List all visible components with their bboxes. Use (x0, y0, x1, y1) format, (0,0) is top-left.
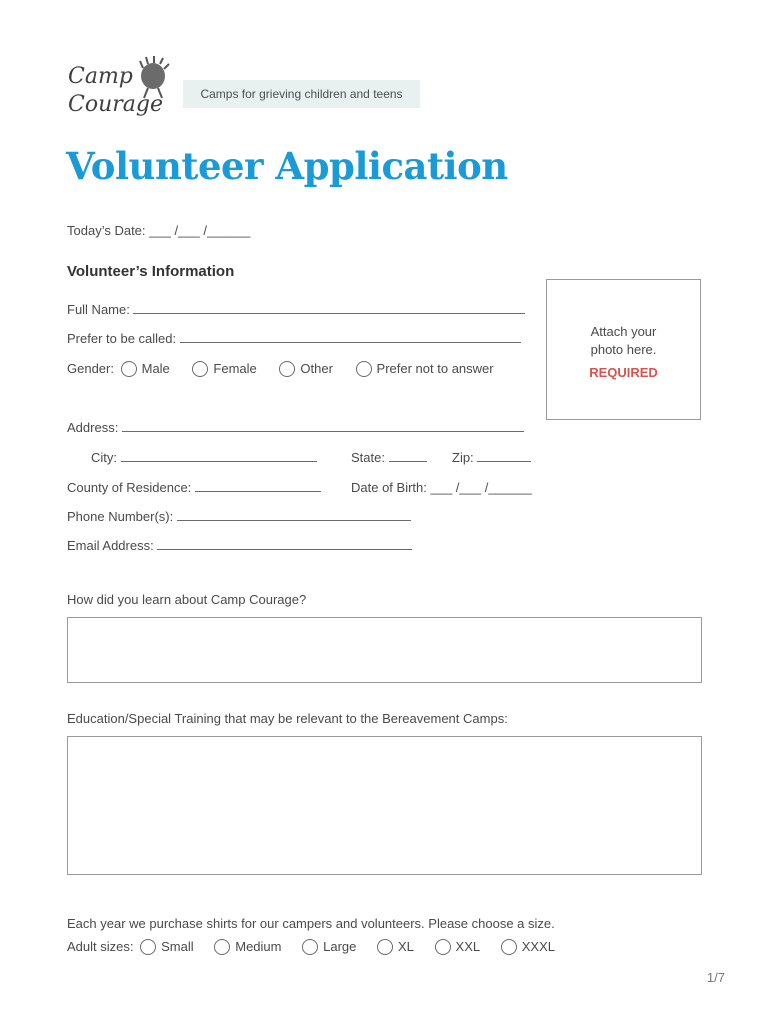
size-xxxl-radio[interactable] (501, 939, 517, 955)
volunteer-info-heading: Volunteer’s Information (67, 263, 235, 280)
phone-label: Phone Number(s): (67, 509, 174, 524)
gender-row (67, 360, 494, 377)
size-xxl-radio[interactable] (435, 939, 451, 955)
logo-hedgehog-icon (134, 56, 172, 100)
phone-field[interactable] (177, 509, 411, 521)
photo-attach-text: Attach your photo here. (590, 324, 657, 357)
todays-date-field[interactable]: ___ /___ /______ (149, 223, 251, 238)
gender-other-radio[interactable] (279, 361, 295, 377)
tagline: Camps for grieving children and teens (200, 87, 403, 101)
full-name-field[interactable] (133, 302, 525, 314)
address-field[interactable] (122, 420, 524, 432)
full-name-row (67, 302, 525, 317)
county-label: County of Residence: (67, 480, 192, 495)
shirt-sizes-row (67, 938, 555, 955)
todays-date-row (67, 223, 250, 238)
dob-field[interactable]: ___ /___ /______ (430, 480, 532, 495)
state-field[interactable] (389, 450, 427, 462)
zip-row (452, 450, 531, 465)
learn-textbox[interactable] (67, 617, 702, 683)
prefer-called-row (67, 331, 521, 346)
email-row (67, 538, 412, 553)
city-field[interactable] (121, 450, 317, 462)
dob-label: Date of Birth: (351, 480, 427, 495)
size-xl-label: XL (398, 939, 414, 955)
email-field[interactable] (157, 538, 412, 550)
gender-label: Gender: (67, 361, 114, 377)
size-small-label: Small (161, 939, 194, 955)
gender-female-label: Female (213, 361, 257, 377)
gender-female-radio[interactable] (192, 361, 208, 377)
dob-row (351, 480, 532, 495)
prefer-called-label: Prefer to be called: (67, 331, 177, 346)
size-xxxl-label: XXXL (521, 939, 555, 955)
address-label: Address: (67, 420, 119, 435)
size-medium-label: Medium (235, 939, 282, 955)
gender-prefer-not-label: Prefer not to answer (376, 361, 494, 377)
gender-prefer-not-radio[interactable] (356, 361, 372, 377)
address-row (67, 420, 524, 435)
full-name-label: Full Name: (67, 302, 130, 317)
size-large-label: Large (323, 939, 357, 955)
state-row (351, 450, 427, 465)
size-large-radio[interactable] (302, 939, 318, 955)
size-medium-radio[interactable] (214, 939, 230, 955)
todays-date-label: Today’s Date: (67, 223, 146, 238)
city-label: City: (91, 450, 117, 465)
county-row (67, 480, 321, 495)
phone-row (67, 509, 411, 524)
gender-other-label: Other (300, 361, 333, 377)
photo-required-text: REQUIRED (589, 365, 658, 380)
county-field[interactable] (195, 480, 321, 492)
shirt-sizes-label: Adult sizes: (67, 939, 134, 955)
gender-male-radio[interactable] (121, 361, 137, 377)
city-row (91, 450, 317, 465)
size-xl-radio[interactable] (377, 939, 393, 955)
logo-line1: Camp (68, 64, 133, 89)
state-label: State: (351, 450, 385, 465)
size-xxl-label: XXL (455, 939, 481, 955)
prefer-called-field[interactable] (180, 331, 521, 343)
size-small-radio[interactable] (140, 939, 156, 955)
logo-line2: Courage (68, 92, 163, 117)
page-title: Volunteer Application (66, 144, 508, 188)
email-label: Email Address: (67, 538, 154, 553)
gender-male-label: Male (141, 361, 170, 377)
page-number: 1/7 (706, 970, 725, 985)
education-question: Education/Special Training that may be relevant to the Bereavement Camps: (67, 711, 508, 726)
tagline-box (183, 80, 420, 108)
zip-label: Zip: (452, 450, 474, 465)
photo-attach-box[interactable] (546, 279, 701, 420)
camp-courage-logo (66, 56, 176, 128)
education-textbox[interactable] (67, 736, 702, 875)
zip-field[interactable] (477, 450, 531, 462)
learn-question: How did you learn about Camp Courage? (67, 592, 307, 607)
shirts-intro: Each year we purchase shirts for our campers and volunteers. Please choose a size. (67, 916, 555, 931)
